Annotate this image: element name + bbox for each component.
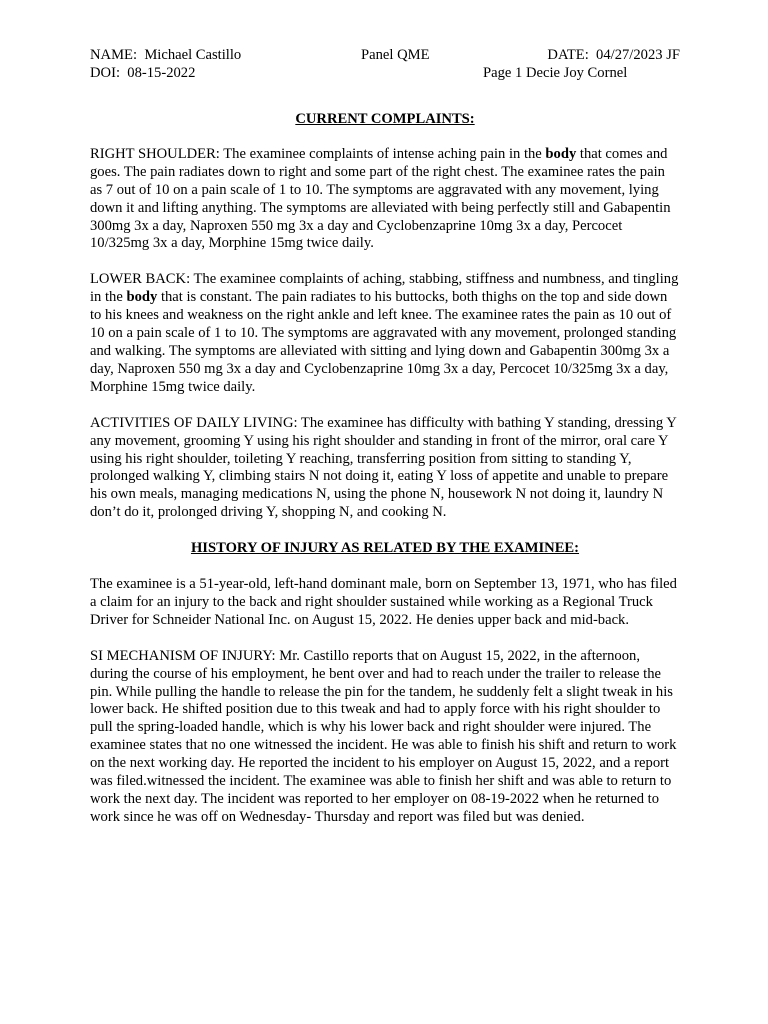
header-row-1: [90, 47, 680, 65]
patient-name: NAME: Michael Castillo: [90, 47, 242, 63]
right-shoulder-bold-word: body: [545, 145, 577, 162]
lower-back-text-1: LOWER BACK: The examinee complaints of aching, stabbing, stiffness and numbness, and tingling in the: [90, 271, 679, 306]
lower-back-bold-word: body: [126, 289, 158, 306]
panel-label: Panel QME: [361, 47, 430, 63]
right-shoulder-text-1: RIGHT SHOULDER: The examinee complaints of intense aching pain in the: [90, 145, 546, 162]
document-page: [90, 47, 680, 827]
adl-paragraph: ACTIVITIES OF DAILY LIVING: The examinee has difficulty with bathing Y standing, dressing Y any movement, grooming Y using his right shoulder and standing in front of the mirror, oral care Y using his right shoulder, toileting Y reaching, transferring position from sitting to standing Y, prolonged walking Y, climbing stairs N not doing it, eating Y loss of appetite and unable to prepare his own meals, managing medications N, using the phone N, housework N not doing it, laundry N don’t do it, prolonged driving Y, shopping N, and cooking N.: [90, 414, 677, 521]
lower-back-paragraph: [90, 271, 680, 396]
right-shoulder-text-2: that comes and goes. The pain radiates down to right and some part of the right chest. The examinee rates the pain as 7 out of 10 on a pain scale of 1 to 10. The symptoms are aggravated with any movement, lying down it and lifting anything. The symptoms are alleviated with being perfectly still and Gabapentin 300mg 3x a day, Naproxen 550 mg 3x a day and Cyclobenzaprine 10mg 3x a day, Percocet 10/325mg 3x a day, Morphine 15mg twice daily.: [90, 145, 671, 252]
date-of-injury: DOI: 08-15-2022: [90, 65, 196, 81]
lower-back-text-2: that is constant. The pain radiates to his buttocks, both thighs on the top and side down to his knees and weakness on the right ankle and left knee. The examinee rates the pain as 10 out of 10 on a pain scale of 1 to 10. The symptoms are aggravated with any movement, prolonged standing and walking. The symptoms are alleviated with sitting and lying down and Gabapentin 300mg 3x a day, Naproxen 550 mg 3x a day and Cyclobenzaprine 10mg 3x a day, Percocet 10/325mg 3x a day, Morphine 15mg twice daily.: [90, 289, 677, 395]
current-complaints-heading: CURRENT COMPLAINTS:: [295, 111, 475, 127]
right-shoulder-paragraph: [90, 146, 680, 253]
header-row-2: [90, 65, 680, 83]
mechanism-paragraph: SI MECHANISM OF INJURY: Mr. Castillo reports that on August 15, 2022, in the afternoon, during the course of his employment, he bent over and had to reach under the trailer to release the pin. While pulling the handle to release the pin for the tandem, he suddenly felt a slight tweak in his lower back. He shifted position due to this tweak and had to apply force with his right shoulder to pull the spring-loaded handle, which is why his lower back and right shoulder were injured. The examinee states that no one witnessed the incident. He was able to finish his shift and return to work on the next working day. He reported the incident to his employer on August 15, 2022, and a report was filed.witnessed the incident. The examinee was able to finish her shift and was able to return to work the next day. The incident was reported to her employer on 08-19-2022 when he returned to work since he was off on Wednesday- Thursday and report was filed but was denied.: [90, 647, 677, 825]
exam-date: DATE: 04/27/2023 JF: [547, 47, 680, 63]
page-info: Page 1 Decie Joy Cornel: [483, 65, 628, 81]
history-heading: HISTORY OF INJURY AS RELATED BY THE EXAMINEE:: [190, 540, 580, 557]
history-intro-paragraph: The examinee is a 51-year-old, left-hand dominant male, born on September 13, 1971, who has filed a claim for an injury to the back and right shoulder sustained while working as a Regional Truck Driver for Schneider National Inc. on August 15, 2022. He denies upper back and mid-back.: [90, 576, 677, 628]
